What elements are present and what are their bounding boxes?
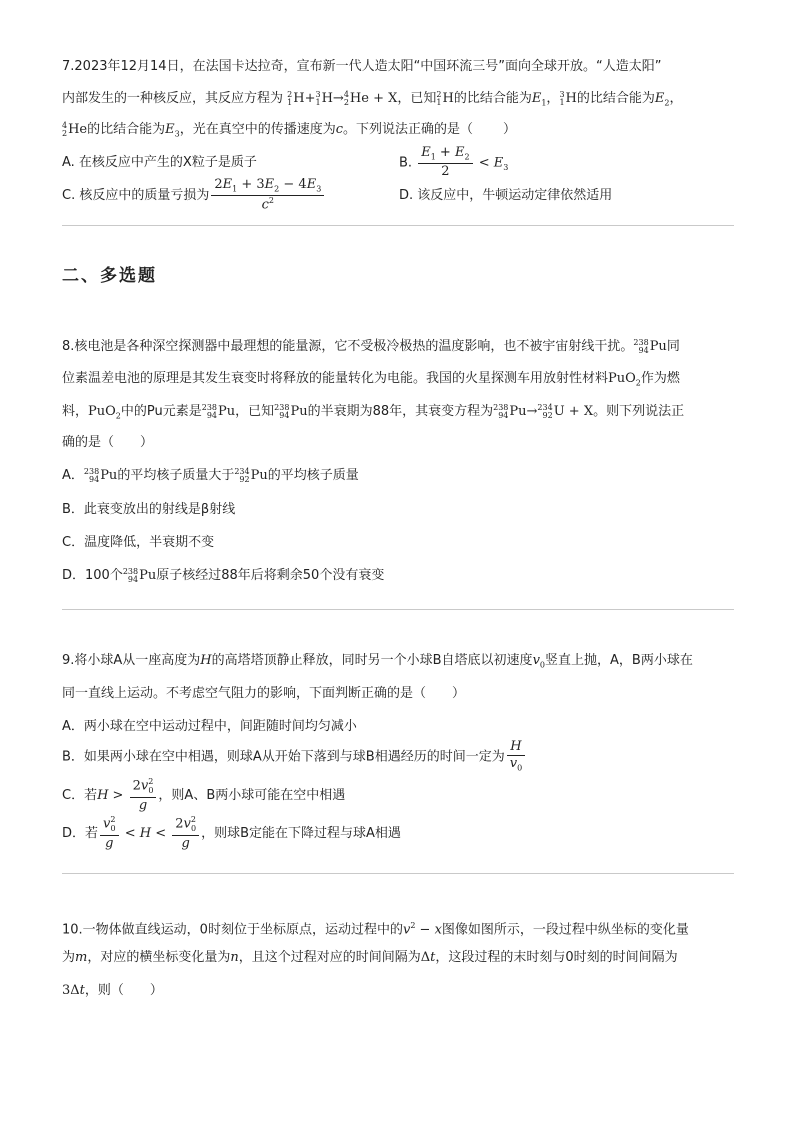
q8-option-b: B．此衰变放出的射线是β射线 — [62, 502, 236, 517]
q10-line-2: 为m，对应的横坐标变化量为n，且这个过程对应的时间间隔为Δt，这段过程的末时刻与0时刻的时间间隔为 — [62, 950, 678, 965]
divider — [62, 609, 734, 610]
section-title: 二、多选题 — [62, 266, 157, 286]
q7-line-3: 4 2 He的比结合能为$E_3$，光在真空中的传播速度为c。下列说法正确的是（ ） — [62, 120, 517, 139]
q8-option-c: C．温度降低，半衰期不变 — [62, 535, 215, 550]
divider — [62, 873, 734, 874]
q7-line-1: 7.2023年12月14日，在法国卡达拉奇，宣布新一代人造太阳“中国环流三号”面向全球开放。“人造太阳” — [62, 59, 662, 74]
q9-line-2: 同一直线上运动。不考虑空气阻力的影响，下面判断正确的是（ ） — [62, 686, 466, 701]
q9-option-a: A．两小球在空中运动过程中，间距随时间均匀减小 — [62, 719, 357, 734]
divider — [62, 225, 734, 226]
q7-option-c: C. 核反应中的质量亏损为 $\frac{2E_1 + 3E_2 - 4E_3}{c^2}$ — [62, 178, 326, 213]
q9-option-c: C．若H > $\frac{2v^2_0}{g}$ ，则A、B两小球可能在空中相遇 — [62, 777, 346, 813]
q10-line-3: 3Δt，则（ ） — [62, 983, 163, 998]
q8-line-3: 料，PuO$_2$中的Pu元素是 238 94 Pu，已知 238 94 Pu的半衰期为88年，其衰变方程为 238 94 Pu→ 234 92 U + X。则下列说法正 — [62, 402, 685, 421]
q8-line-1: 8.核电池是各种深空探测器中最理想的能量源，它不受极冷极热的温度影响，也不被宇宙射线干扰。 238 94 Pu同 — [62, 337, 680, 355]
q8-line-2: 位素温差电池的原理是其发生衰变时将释放的能量转化为电能。我国的火星探测车用放射性材料PuO$_2$作为燃 — [62, 371, 680, 388]
q8-option-a: A． 238 94 Pu的平均核子质量大于 234 92 Pu的平均核子质量 — [62, 466, 359, 484]
q7-option-d: D. 该反应中，牛顿运动定律依然适用 — [399, 188, 613, 203]
q10-line-1: 10.一物体做直线运动，0时刻位于坐标原点，运动过程中的$v^2 - x$图像如图所示，一段过程中纵坐标的变化量 — [62, 921, 689, 938]
q9-option-d: D．若 $\frac{v^2_0}{g}$ < H < $\frac{2v^2_0}{g}$ ，则球B定能在下降过程与球A相遇 — [62, 815, 401, 851]
q7-option-a: A. 在核反应中产生的X粒子是质子 — [62, 155, 257, 170]
q7-option-b: B. $\frac{E_1 + E_2}{2}$ < $E_3$ — [399, 145, 509, 180]
q7-line-2: 内部发生的一种核反应，其反应方程为 2 1 H+ 3 1 H→ 4 2 He + X，已知 2 1 H的比结合能为$E_1$， 3 1 H的比结合能为$E_2$， — [62, 89, 683, 108]
q9-option-b: B．如果两小球在空中相遇，则球A从开始下落到与球B相遇经历的时间一定为 $\frac{H}{v_0}$ — [62, 740, 527, 774]
q8-line-4: 确的是（ ） — [62, 435, 154, 450]
q8-option-d: D．100个 238 94 Pu原子核经过88年后将剩余50个没有衰变 — [62, 566, 385, 584]
q9-line-1: 9.将小球A从一座高度为H的高塔塔顶静止释放，同时另一个小球B自塔底以初速度$v_0$竖直上抛，A，B两小球在 — [62, 653, 693, 670]
